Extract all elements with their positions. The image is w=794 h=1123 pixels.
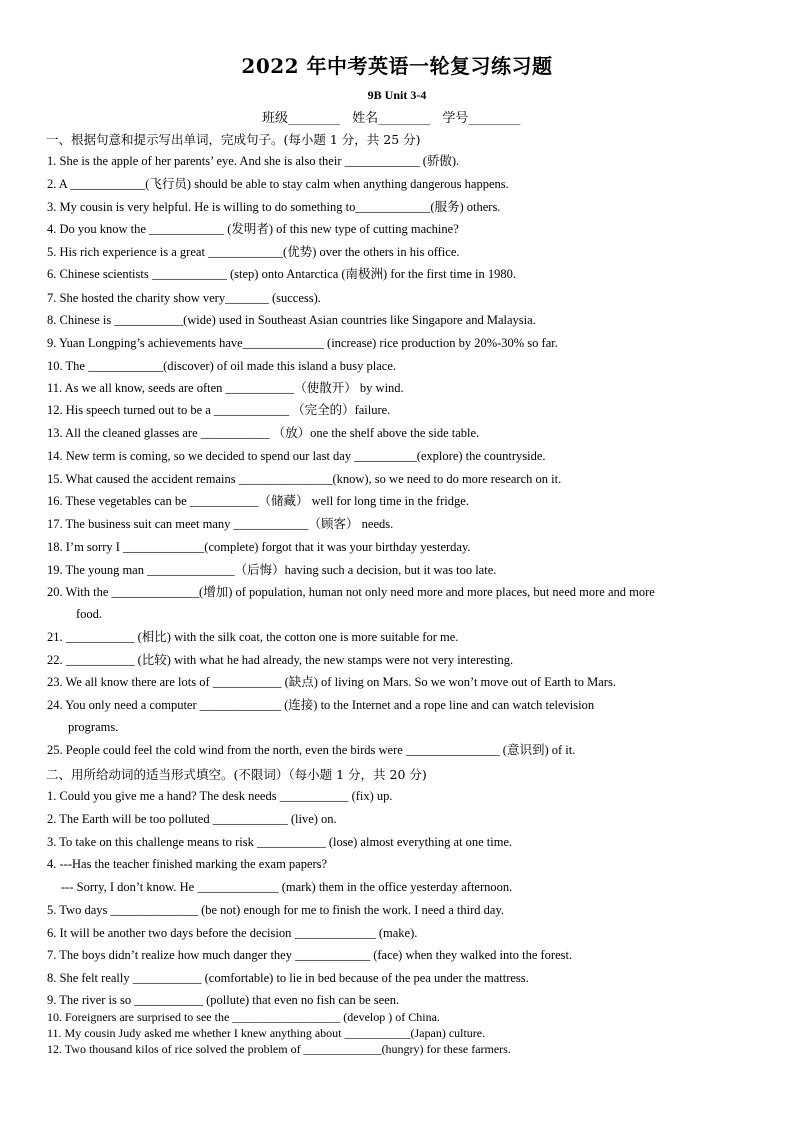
question-1-13: 13. All the cleaned glasses are ___________ （放）one the shelf above the side table. [47, 426, 480, 440]
question-1-5: 5. His rich experience is a great ____________(优势) over the others in his office. [47, 245, 460, 259]
question-1-23: 23. We all know there are lots of ___________ (缺点) of living on Mars. So we won’t move out of Earth to Mars. [47, 675, 616, 689]
name-field: 姓名________ [352, 111, 431, 126]
question-1-6: 6. Chinese scientists ____________ (step) onto Antarctica (南极洲) for the first time in 1980. [47, 267, 517, 281]
page-title: 2022 年中考英语一轮复习练习题 [241, 54, 553, 78]
question-1-25: 25. People could feel the cold wind from the north, even the birds were _______________ (意识到) of it. [47, 743, 576, 757]
id-field: 学号________ [442, 111, 521, 126]
question-1-11: 11. As we all know, seeds are often ___________（使散开） by wind. [47, 381, 404, 395]
question-1-16: 16. These vegetables can be ___________（储藏） well for long time in the fridge. [47, 494, 469, 508]
question-2-1: 1. Could you give me a hand? The desk needs ___________ (fix) up. [47, 789, 393, 803]
question-2-6: 6. It will be another two days before the decision _____________ (make). [47, 926, 418, 940]
question-1-20: 20. With the ______________(增加) of population, human not only need more and more places, but need more and more [47, 585, 655, 599]
question-2-9: 9. The river is so ___________ (pollute) that even no fish can be seen. [47, 993, 400, 1007]
question-1-10: 10. The ____________(discover) of oil made this island a busy place. [47, 359, 397, 373]
question-2-2: 2. The Earth will be too polluted ____________ (live) on. [47, 812, 337, 826]
question-1-14: 14. New term is coming, so we decided to spend our last day __________(explore) the countryside. [47, 449, 546, 463]
question-1-12: 12. His speech turned out to be a ____________ （完全的）failure. [47, 403, 391, 417]
question-2-10: 10. Foreigners are surprised to see the __________________ (develop ) of China. [47, 1010, 440, 1024]
question-1-8: 8. Chinese is ___________(wide) used in Southeast Asian countries like Singapore and Malaysia. [47, 313, 536, 327]
question-2-4: 4. ---Has the teacher finished marking the exam papers? [47, 857, 328, 871]
question-1-1: 1. She is the apple of her parents’ eye. And she is also their ____________ (骄傲). [47, 154, 460, 168]
question-2-7: 7. The boys didn’t realize how much danger they ____________ (face) when they walked into the forest. [47, 948, 573, 962]
question-2-4-reply: --- Sorry, I don’t know. He _____________ (mark) them in the office yesterday afternoon. [61, 880, 513, 894]
question-1-7: 7. She hosted the charity show very_______ (success). [47, 291, 321, 305]
question-1-4: 4. Do you know the ____________ (发明者) of this new type of cutting machine? [47, 222, 459, 236]
question-1-17: 17. The business suit can meet many ____________（顾客） needs. [47, 517, 394, 531]
question-1-21: 21. ___________ (相比) with the silk coat, the cotton one is more suitable for me. [47, 630, 459, 644]
question-1-24: 24. You only need a computer _____________ (连接) to the Internet and a rope line and can watch television [47, 698, 595, 712]
question-1-15: 15. What caused the accident remains _______________(know), so we need to do more research on it. [47, 472, 562, 486]
class-field: 班级________ [262, 111, 341, 126]
question-2-8: 8. She felt really ___________ (comfortable) to lie in bed because of the pea under the mattress. [47, 971, 529, 985]
question-2-11: 11. My cousin Judy asked me whether I knew anything about ___________(Japan) culture. [47, 1026, 486, 1040]
page-subtitle: 9B Unit 3-4 [367, 88, 427, 102]
question-1-20-continued: food. [76, 607, 103, 621]
question-1-3: 3. My cousin is very helpful. He is willing to do something to____________(服务) others. [47, 200, 501, 214]
question-1-22: 22. ___________ (比较) with what he had already, the new stamps were not very interesting. [47, 653, 514, 667]
student-info-line [262, 107, 528, 126]
question-1-2: 2. A ____________(飞行员) should be able to stay calm when anything dangerous happens. [47, 177, 509, 191]
question-2-12: 12. Two thousand kilos of rice solved the problem of _____________(hungry) for these farmers. [47, 1042, 511, 1056]
question-1-18: 18. I’m sorry I _____________(complete) forgot that it was your birthday yesterday. [47, 540, 471, 554]
section2-heading: 二、用所给动词的适当形式填空。(不限词）（每小题 1 分，共 20 分) [46, 767, 427, 782]
section1-heading: 一、根据句意和提示写出单词，完成句子。(每小题 1 分，共 25 分) [46, 132, 421, 147]
question-1-9: 9. Yuan Longping’s achievements have_____________ (increase) rice production by 20%-30% so far. [47, 336, 558, 350]
question-1-19: 19. The young man ______________（后悔）having such a decision, but it was too late. [47, 563, 497, 577]
question-1-24-continued: programs. [68, 720, 119, 734]
question-2-5: 5. Two days ______________ (be not) enough for me to finish the work. I need a third day. [47, 903, 505, 917]
question-2-3: 3. To take on this challenge means to risk ___________ (lose) almost everything at one time. [47, 835, 513, 849]
